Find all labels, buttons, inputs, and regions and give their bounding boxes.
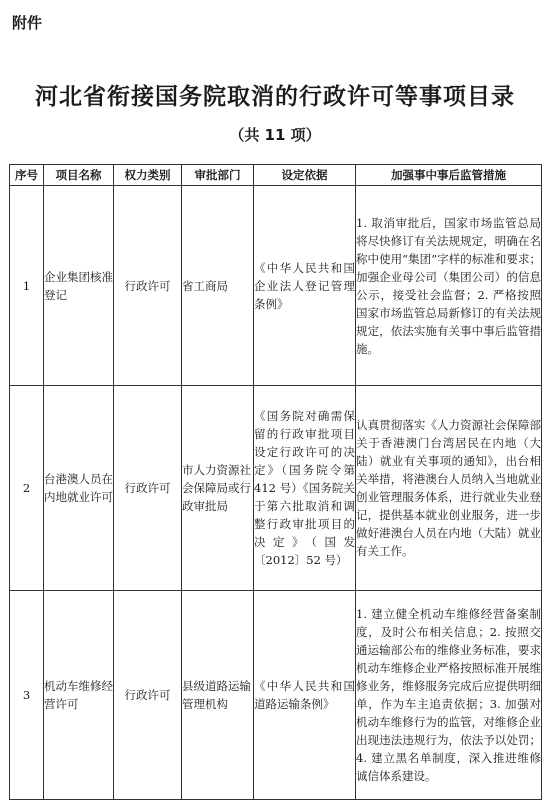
page-title: 河北省衔接国务院取消的行政许可等事项目录	[35, 84, 515, 110]
attachment-label: 附件	[12, 14, 43, 32]
cell-category: 行政许可	[114, 386, 182, 591]
cell-item-name: 机动车维修经营许可	[44, 591, 114, 800]
cell-department: 市人力资源社会保障局或行政审批局	[182, 386, 254, 591]
cell-measures: 1. 建立健全机动车维修经营备案制度，及时公布相关信息；2. 按照交通运输部公布的维修业务标准，要求机动车维修企业严格按照标准开展维修业务，维修服务完成后应提供明细单，作为车主追责依据；3. 加强对机动车维修行为的监管，对维修企业出现违法违规行为，依法予以处罚；4. 建立黑名单制度，深入推进维修诚信体系建设。	[356, 591, 542, 800]
cell-item-name: 台港澳人员在内地就业许可	[44, 386, 114, 591]
page-subtitle: （共 11 项）	[229, 126, 321, 144]
header-number: 序号	[10, 165, 44, 186]
header-measures: 加强事中事后监管措施	[356, 165, 542, 186]
cell-category: 行政许可	[114, 591, 182, 800]
cell-department: 县级道路运输管理机构	[182, 591, 254, 800]
header-basis: 设定依据	[254, 165, 356, 186]
items-table	[9, 164, 542, 800]
table-row	[10, 386, 542, 591]
cell-basis: 《中华人民共和国道路运输条例》	[254, 591, 356, 800]
cell-number: 1	[10, 186, 44, 386]
header-department: 审批部门	[182, 165, 254, 186]
cell-measures: 认真贯彻落实《人力资源社会保障部关于香港澳门台湾居民在内地（大陆）就业有关事项的通知》，出台相关举措，将港澳台人员纳入当地就业创业管理服务体系，进行就业失业登记，提供基本就业创业服务，进一步做好港澳台人员在内地（大陆）就业有关工作。	[356, 386, 542, 591]
cell-basis: 《国务院对确需保留的行政审批项目设定行政许可的决定》（国务院令第 412 号）《国务院关于第六批取消和调整行政审批项目的决定》（国发〔2012〕52 号）	[254, 386, 356, 591]
header-item-name: 项目名称	[44, 165, 114, 186]
cell-category: 行政许可	[114, 186, 182, 386]
cell-measures: 1. 取消审批后，国家市场监管总局将尽快修订有关法规规定，明确在名称中使用“集团”字样的标准和要求；加强企业母公司（集团公司）的信息公示，接受社会监督；2. 严格按照国家市场监管总局新修订的有关法规规定，依法实施有关事中事后监管措施。	[356, 186, 542, 386]
table-row	[10, 186, 542, 386]
cell-number: 2	[10, 386, 44, 591]
cell-basis: 《中华人民共和国企业法人登记管理条例》	[254, 186, 356, 386]
cell-item-name: 企业集团核准登记	[44, 186, 114, 386]
table-row	[10, 591, 542, 800]
header-category: 权力类别	[114, 165, 182, 186]
cell-department: 省工商局	[182, 186, 254, 386]
cell-number: 3	[10, 591, 44, 800]
table-header-row	[10, 165, 542, 186]
